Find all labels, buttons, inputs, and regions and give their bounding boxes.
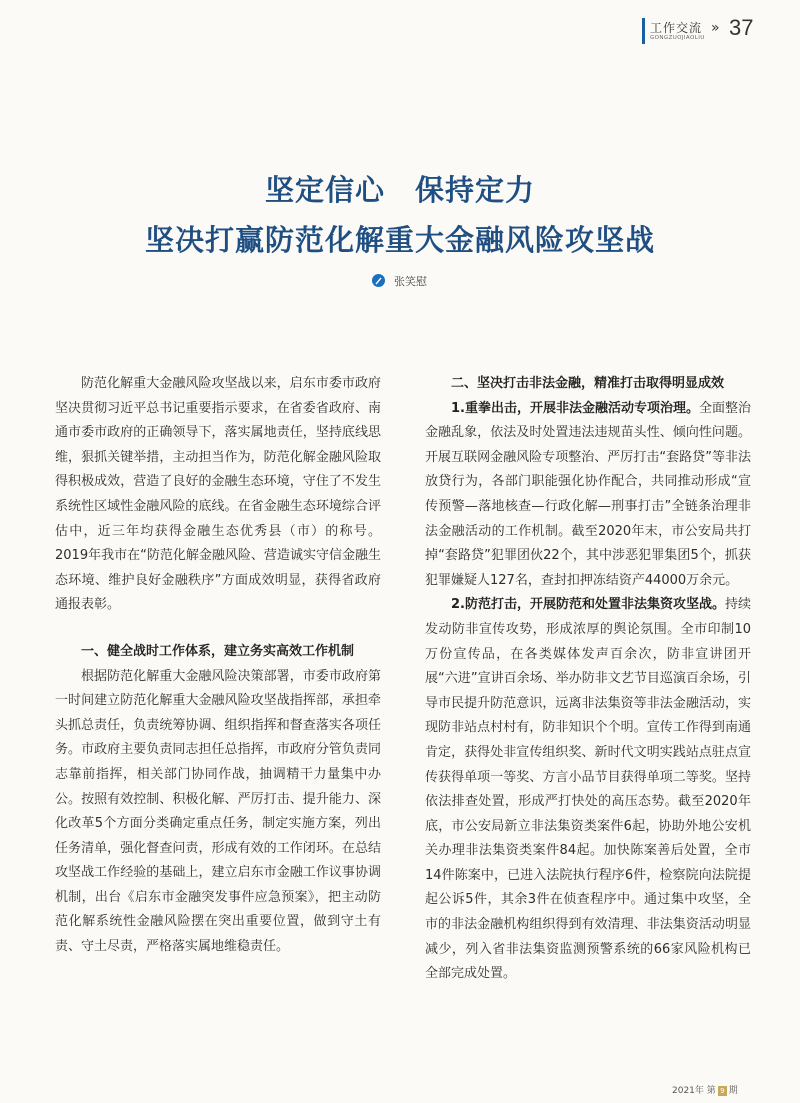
issue-footer <box>672 1083 738 1096</box>
item-1-lead: 1.重拳出击，开展非法金融活动专项治理。 <box>451 400 699 416</box>
footer-di: 第 <box>706 1086 716 1096</box>
right-column <box>425 372 751 987</box>
section-heading-2: 二、坚决打击非法金融，精准打击取得明显成效 <box>451 376 725 391</box>
article-title-line-1: 坚定信心 保持定力 <box>264 173 535 207</box>
footer-year: 2021年 <box>672 1086 704 1096</box>
item-2-lead: 2.防范打击，开展防范和处置非法集资攻坚战。 <box>451 597 725 613</box>
pen-icon <box>372 274 385 287</box>
item-1-paragraph <box>425 397 751 594</box>
issue-number: 9 <box>718 1086 727 1096</box>
item-2-body: 持续发动防非宣传攻势，形成浓厚的舆论氛围。全市印制10万份宣传品，在各类媒体发声百余次，防非宣讲团开展“六进”宣讲百余场、举办防非文艺节目巡演百余场，引导市民提升防范意识，远离非法集资等非法金融活动，实现防非站点村村有，防非知识个个明。宣传工作得到南通肯定，获得处非宣传组织奖、新时代文明实践站点驻点宣传获得单项一等奖、方言小品节目获得单项二等奖。坚持依法排查处置，形成严打快处的高压态势。截至2020年底，市公安局新立非法集资类案件6起，协助外地公安机关办理非法集资类案件84起。加快陈案善后处置，全市14件陈案中，已进入法院执行程序6件，检察院向法院提起公诉5件，其余3件在侦查程序中。通过集中攻坚，全市的非法金融机构组织得到有效清理、非法集资活动明显减少，列入省非法集资监测预警系统的66家风险机构已全部完成处置。 <box>425 597 751 982</box>
page-number: 37 <box>729 15 754 40</box>
section-1-paragraph: 根据防范化解重大金融风险决策部署，市委市政府第一时间建立防范化解重大金融风险攻坚战指挥部，承担牵头抓总责任，负责统筹协调、组织指挥和督查落实各项任务。市政府主要负责同志担任总指挥，市政府分管负责同志靠前指挥，相关部门协同作战，抽调精干力量集中办公。按照有效控制、积极化解、严厉打击、提升能力、深化改革5个方面分类确定重点任务，制定实施方案，列出任务清单，强化督查问责，形成有效的工作闭环。在总结攻坚战工作经验的基础上，建立启东市金融工作议事协调机制，出台《启东市金融突发事件应急预案》，把主动防范化解系统性金融风险摆在突出重要位置，做到守土有责、守土尽责，严格落实属地维稳责任。 <box>55 668 381 955</box>
header-accent-bar <box>642 18 645 44</box>
double-chevron-icon: » <box>711 20 720 36</box>
author-name: 张笑慰 <box>394 275 427 288</box>
article-title-line-2: 坚决打赢防范化解重大金融风险攻坚战 <box>144 223 655 257</box>
left-column <box>55 372 381 960</box>
section-heading-1: 一、健全战时工作体系，建立务实高效工作机制 <box>81 643 355 659</box>
item-1-body: 全面整治金融乱象，依法及时处置违法违规苗头性、倾向性问题。开展互联网金融风险专项整治、严厉打击“套路贷”等非法放贷行为，各部门职能强化协作配合，共同推动形成“宣传预警—落地核查—行政化解—刑事打击”全链条治理非法金融活动的工作机制。截至2020年末，市公安局共打掉“套路贷”犯罪团伙22个，其中涉恶犯罪集团5个，抓获犯罪嫌疑人127名，查封扣押冻结资产44000万余元。 <box>425 400 751 588</box>
footer-qi: 期 <box>728 1086 738 1096</box>
intro-paragraph: 防范化解重大金融风险攻坚战以来，启东市委市政府坚决贯彻习近平总书记重要指示要求，在省委省政府、南通市委市政府的正确领导下，落实属地责任，坚持底线思维，狠抓关键举措，主动担当作为，防范化解金融风险取得积极成效，营造了良好的金融生态环境，守住了不发生系统性区域性金融风险的底线。在省金融生态环境综合评估中，近三年均获得金融生态优秀县（市）的称号。2019年我市在“防范化解金融风险、营造诚实守信金融生态环境、维护良好金融秩序”方面成效明显，获得省政府通报表彰。 <box>55 376 381 613</box>
item-2-paragraph <box>425 593 751 987</box>
section-name: 工作交流 <box>650 21 703 35</box>
section-name-pinyin: GONGZUOJIAOLIU <box>650 35 705 41</box>
